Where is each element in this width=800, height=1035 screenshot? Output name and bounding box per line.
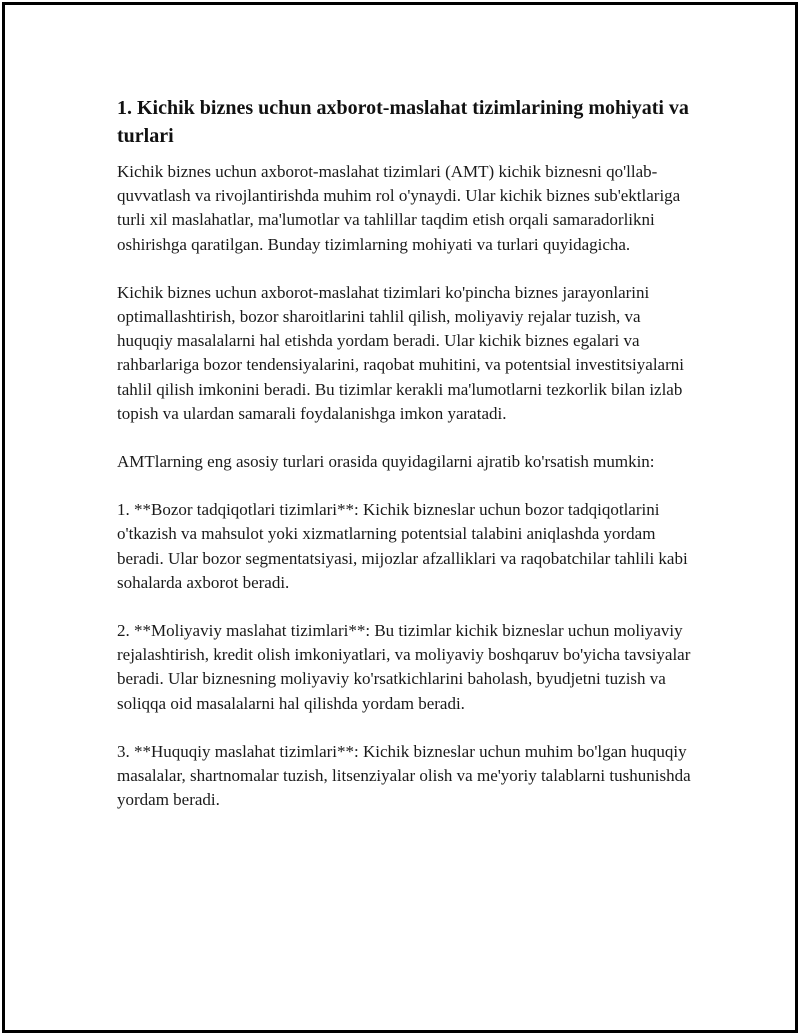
section-heading: 1. Kichik biznes uchun axborot-maslahat tizimlarining mohiyati va turlari	[117, 97, 689, 147]
paragraph-types-intro: AMTlarning eng asosiy turlari orasida quyidagilarni ajratib ko'rsatish mumkin:	[117, 452, 655, 472]
list-item-legal-advice: 3. **Huquqiy maslahat tizimlari**: Kichik bizneslar uchun muhim bo'lgan huquqiy masalalar, shartnomalar tuzish, litsenziyalar olish va me'yoriy talablarni tushunishda yordam beradi.	[117, 741, 691, 810]
list-item-financial-advice: 2. **Moliyaviy maslahat tizimlari**: Bu tizimlar kichik bizneslar uchun moliyaviy rejalashtirish, kredit olish imkoniyatlari, va moliyaviy boshqaruv bo'yicha tavsiyalar beradi. Ular biznesning moliyaviy ko'rsatkichlarini baholash, byudjetni tuzish va soliqqa oid masalalarni hal qilishda yordam beradi.	[117, 621, 691, 713]
document-body	[117, 94, 697, 836]
paragraph-overview: Kichik biznes uchun axborot-maslahat tizimlari ko'pincha biznes jarayonlarini optimallashtirish, bozor sharoitlarini tahlil qilish, moliyaviy rejalar tuzish, va huquqiy masalalarni hal etishda yordam beradi. Ular kichik biznes egalari va rahbarlariga bozor tendensiyalarini, raqobat muhitini, va potentsial investitsiyalarni tahlil qilish imkonini beradi. Bu tizimlar kerakli ma'lumotlarni tezkorlik bilan izlab topish va ulardan samarali foydalanishga imkon yaratadi.	[117, 282, 684, 423]
paragraph-intro: Kichik biznes uchun axborot-maslahat tizimlari (AMT) kichik biznesni qo'llab-quvvatlash va rivojlantirishda muhim rol o'ynaydi. Ular kichik biznes sub'ektlariga turli xil maslahatlar, ma'lumotlar va tahlillar taqdim etish orqali samaradorlikni oshirishga qaratilgan. Bunday tizimlarning mohiyati va turlari quyidagicha.	[117, 162, 681, 254]
list-item-market-research: 1. **Bozor tadqiqotlari tizimlari**: Kichik bizneslar uchun bozor tadqiqotlarini o'tkazish va mahsulot yoki xizmatlarning potentsial talabini aniqlashda yordam beradi. Ular bozor segmentatsiyasi, mijozlar afzalliklari va raqobatchilar tahlili kabi sohalarda axborot beradi.	[117, 500, 688, 592]
